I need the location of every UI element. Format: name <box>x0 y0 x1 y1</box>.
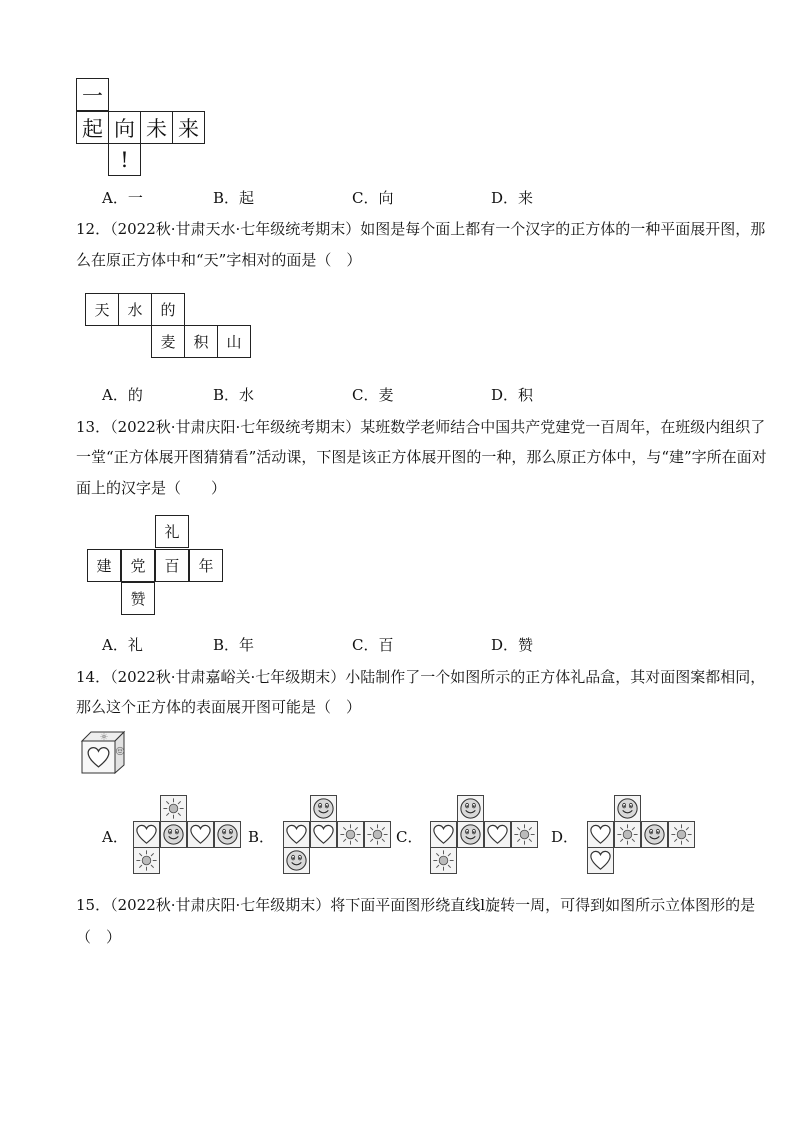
option-d[interactable]: D．赞 <box>491 636 534 654</box>
heart-icon <box>587 847 614 874</box>
q15-question-line1 <box>76 894 755 915</box>
smiley-icon <box>214 821 241 848</box>
q13-question-line3: 面上的汉字是（ ） <box>76 479 227 497</box>
sun-icon <box>160 795 187 822</box>
option-b[interactable]: B．起 <box>213 189 255 207</box>
option-b[interactable]: B．年 <box>213 636 255 654</box>
net-cell: 百 <box>155 549 189 582</box>
smiley-icon <box>310 795 337 822</box>
question-text: （2022秋·甘肃天水·七年级统考期末）如图是每个面上都有一个汉字的正方体的一种平面展开图，那 <box>110 220 766 238</box>
net-cell: 积 <box>184 325 218 358</box>
net-cell: 的 <box>151 293 185 326</box>
question-number: 14． <box>76 668 111 686</box>
heart-icon <box>283 821 310 848</box>
q11-options <box>102 187 702 207</box>
question-text: （2022秋·甘肃庆阳·七年级统考期末）某班数学老师结合中国共产党建党一百周年，在班级内组织了 <box>110 418 766 436</box>
heart-icon <box>310 821 337 848</box>
heart-icon <box>187 821 214 848</box>
q12-question-line1 <box>76 218 765 239</box>
sun-icon <box>614 821 641 848</box>
net-cell: 天 <box>85 293 119 326</box>
heart-icon <box>133 821 160 848</box>
q14-question-line2: 那么这个正方体的表面展开图可能是（ ） <box>76 698 362 716</box>
option-c[interactable]: C．百 <box>352 636 394 654</box>
net-cell: 党 <box>121 549 155 582</box>
question-number: 12． <box>76 220 111 238</box>
net-cell: 年 <box>189 549 223 582</box>
question-number: 15． <box>76 896 111 914</box>
gift-box-cube <box>80 730 126 774</box>
option-c[interactable]: C．麦 <box>352 386 394 404</box>
net-cell: 向 <box>108 111 141 144</box>
q13-options <box>102 634 702 654</box>
net-cell: ! <box>108 143 141 176</box>
q14-question-line1 <box>76 666 765 687</box>
net-cell: 赞 <box>121 582 155 615</box>
q14-option-c-label[interactable]: C． <box>396 828 423 846</box>
q12-options <box>102 384 702 404</box>
q14-option-a-label[interactable]: A． <box>102 828 128 846</box>
option-d[interactable]: D．来 <box>491 189 534 207</box>
question-text: （2022秋·甘肃庆阳·七年级期末）将下面平面图形绕直线l旋转一周，可得到如图所示立体图形的是 <box>110 896 756 914</box>
q12-question-line2: 么在原正方体中和“天”字相对的面是（ ） <box>76 251 362 269</box>
q14-option-d-label[interactable]: D． <box>551 828 579 846</box>
net-cell: 未 <box>140 111 173 144</box>
smiley-icon <box>457 795 484 822</box>
option-d[interactable]: D．积 <box>491 386 534 404</box>
q15-question-line2: （ ） <box>76 928 122 946</box>
sun-icon <box>364 821 391 848</box>
question-text: （2022秋·甘肃嘉峪关·七年级期末）小陆制作了一个如图所示的正方体礼品盒，其对面图案都相同， <box>110 668 766 686</box>
smiley-icon <box>283 847 310 874</box>
heart-icon <box>430 821 457 848</box>
net-cell: 麦 <box>151 325 185 358</box>
q14-option-b-label[interactable]: B． <box>248 828 275 846</box>
heart-icon <box>484 821 511 848</box>
sun-icon <box>337 821 364 848</box>
option-a[interactable]: A．礼 <box>102 636 143 654</box>
smiley-icon <box>641 821 668 848</box>
option-a[interactable]: A．一 <box>102 189 143 207</box>
sun-icon <box>668 821 695 848</box>
q13-question-line2: 一堂“正方体展开图猜猜看”活动课，下图是该正方体展开图的一种，那么原正方体中，与“建”字所在面对 <box>76 448 767 466</box>
net-cell: 一 <box>76 78 109 111</box>
net-cell: 起 <box>76 111 109 144</box>
q13-question-line1 <box>76 416 765 437</box>
sun-icon <box>511 821 538 848</box>
sun-icon <box>133 847 160 874</box>
option-c[interactable]: C．向 <box>352 189 394 207</box>
question-number: 13． <box>76 418 111 436</box>
net-cell: 来 <box>172 111 205 144</box>
net-cell: 山 <box>217 325 251 358</box>
sun-icon <box>430 847 457 874</box>
net-cell: 水 <box>118 293 152 326</box>
smiley-icon <box>160 821 187 848</box>
net-cell: 礼 <box>155 515 189 548</box>
option-b[interactable]: B．水 <box>213 386 255 404</box>
heart-icon <box>587 821 614 848</box>
option-a[interactable]: A．的 <box>102 386 143 404</box>
smiley-icon <box>614 795 641 822</box>
smiley-icon <box>457 821 484 848</box>
net-cell: 建 <box>87 549 121 582</box>
